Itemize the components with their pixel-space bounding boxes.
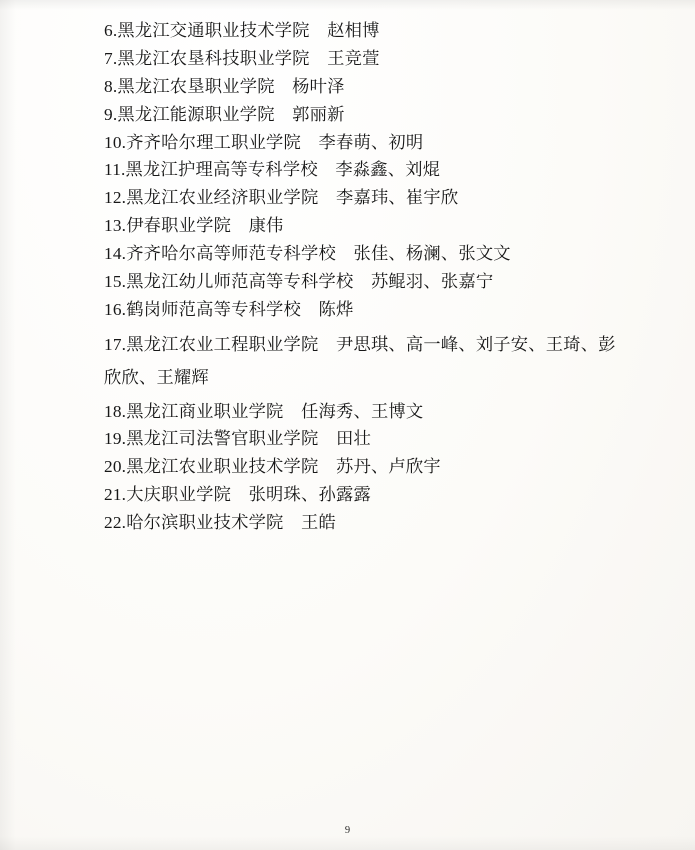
list-item: 13.伊春职业学院 康伟 bbox=[104, 216, 284, 236]
list-item: 22.哈尔滨职业技术学院 王皓 bbox=[104, 513, 336, 533]
list-item: 8.黑龙江农垦职业学院 杨叶泽 bbox=[104, 76, 345, 96]
list-item: 21.大庆职业学院 张明珠、孙露露 bbox=[104, 485, 371, 505]
list-item: 16.鹤岗师范高等专科学校 陈烨 bbox=[104, 299, 354, 319]
list-item: 7.黑龙江农垦科技职业学院 王竞萱 bbox=[104, 48, 380, 68]
page-edge-shadow-bottom bbox=[0, 836, 695, 850]
page-number: 9 bbox=[344, 825, 351, 836]
list-item: 6.黑龙江交通职业技术学院 赵相博 bbox=[104, 21, 380, 40]
list-item: 12.黑龙江农业经济职业学院 李嘉玮、崔宇欣 bbox=[104, 188, 459, 208]
list-item: 11.黑龙江护理高等专科学校 李淼鑫、刘焜 bbox=[104, 160, 441, 180]
list-item: 15.黑龙江幼儿师范高等专科学校 苏鲲羽、张嘉宁 bbox=[104, 272, 494, 292]
list-item: 20.黑龙江农业职业技术学院 苏丹、卢欣宇 bbox=[104, 457, 441, 477]
list-item: 14.齐齐哈尔高等师范专科学校 张佳、杨澜、张文文 bbox=[104, 244, 511, 264]
list-item: 18.黑龙江商业职业学院 任海秀、王博文 bbox=[104, 401, 424, 421]
list-item: 9.黑龙江能源职业学院 郭丽新 bbox=[104, 104, 345, 124]
list-item: 19.黑龙江司法警官职业学院 田壮 bbox=[104, 429, 371, 449]
list-item: 10.齐齐哈尔理工职业学院 李春萌、初明 bbox=[104, 132, 424, 152]
list-item: 17.黑龙江农业工程职业学院 尹思琪、高一峰、刘子安、王琦、彭欣欣、王耀辉 bbox=[104, 334, 616, 387]
